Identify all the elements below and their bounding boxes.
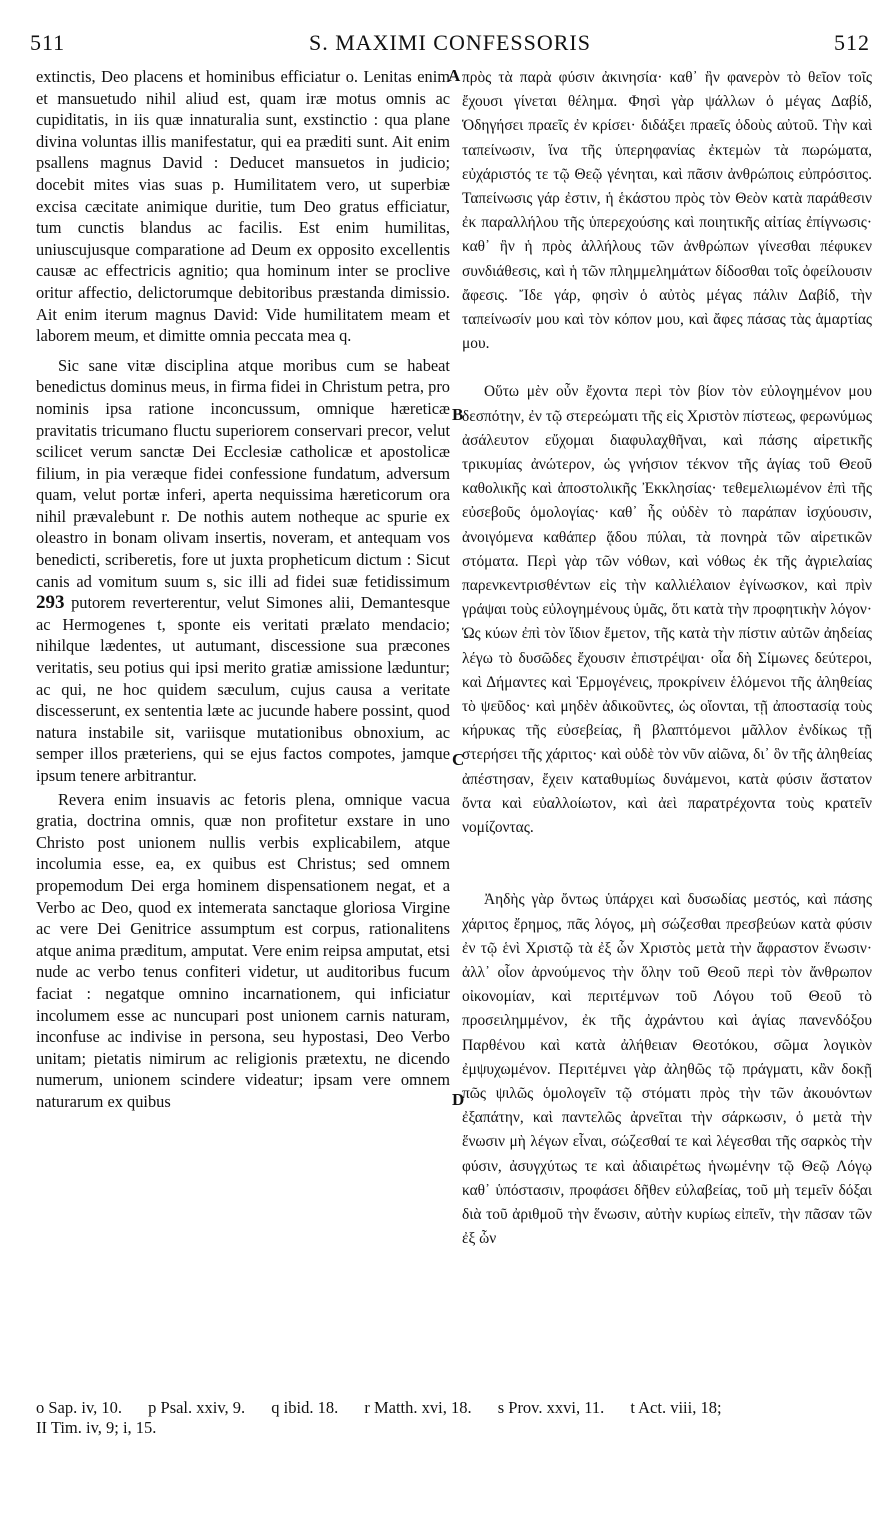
page-header [30, 30, 870, 64]
footnote-o: o Sap. iv, 10. [36, 1398, 123, 1417]
margin-marker-a: A [448, 66, 461, 85]
footnote-t: t Act. viii, 18; [630, 1398, 722, 1417]
footnote-q: q ibid. 18. [271, 1398, 339, 1417]
footnotes-line-1 [36, 1398, 866, 1418]
latin-paragraph-2-part-1: Sic sane vitæ disciplina atque moribus cum se habeat benedictus dominus meus, in firma fidei in Christum petra, pro nominis ipsa ratione inconcussum, omnique hæreticæ pravitatis tricumano fluctu superiorem conservari precor, velut scilicet verum sanctæ Dei Ecclesiæ catholicæ et apostolicæ filium, in pia veræque fidei confessione fundatum, adversum quam, velut portæ inferi, aperta nequissima hæreticorum ora nihil prævalebunt r. De nothis autem notheque ac spurie ex oleastro in bonam olivam insertis, noveram, et antequam vos benedicti, scriberetis, fore ut juxta propheticum dictum : Sicut canis ad vomitum suum s, sic illi ad fidei suæ fetidissimum [36, 355, 450, 591]
footnotes [36, 1398, 866, 1438]
latin-paragraph-3: Revera enim insuavis ac fetoris plena, omnique vacua gratia, doctrina omnis, quæ non profitetur exstare in uno Christo post unionem nullis verbis explicabilem, atque incolumia esse, ea, ex quibus est Christus; sed omnem propemodum Dei erga hominem dispensationem negat, et a Verbo ac Deo, quod ex intemerata sanctaque gloriosa Virgine ac vere Dei Genitrice assumptum est corpus, rationalitens atque anima præditum, amputat. Vere enim reipsa amputat, etsi nude ac verbo tenus confiteri videtur, ut auditoribus fucum faciat : negatque omnino incarnationem, qui inficiatur incolumem esse ac nuncupari post unionem carnis naturam, inconfuse ac indivise in persona, seu hypostasi, Deo Verbo unitam; pietatis nimirum ac religionis prætextu, ne dicendo numerum, unionem scindere videatur; ipsam vere omnem naturarum ex quibus [36, 789, 450, 1111]
greek-paragraph-2: Οὕτω μὲν οὖν ἔχοντα περὶ τὸν βίον τὸν εὐλογημένον μου δεσπότην, ἐν τῷ στερεώματι τῆς εἰς Χριστὸν πίστεως, φερωνύμως ἀσάλευτον εὔχομαι διαφυλαχθῆναι, καὶ πάσης αἱρετικῆς τρικυμίας ἀνώτερον, ὡς γνήσιον τέκνον τῆς ἁγίας τοῦ Θεοῦ καθολικῆς καὶ ἀποστολικῆς Ἐκκλησίας· τεθεμελιωμένον ἐπὶ τῆς εὐσεβοῦς ὁμολογίας· καθ᾿ ἧς οὐδὲν τὸ παράπαν ἰσχύουσιν, ἀνοιγόμενα καθάπερ ᾅδου πύλαι, τὰ πονηρὰ τῶν αἱρετικῶν στόματα. Περὶ γὰρ τῶν νόθων, καὶ νόθως ἐκ τῆς ἀγριελαίας παρενκεντρισθέντων εἰς τὴν καλλιέλαιον ἐγίνωσκον, καὶ πρὶν γράψαι τοὺς εὐλογημένους ὑμᾶς, ὅτι κατὰ τὴν προφητικὴν λόγον· Ὡς κύων ἐπὶ τὸν ἴδιον ἔμετον, τῆς κατὰ τὴν πίστιν αὐτῶν ἀηδείας λέγω τὸ δυσῶδες ἔχουσιν ἐπιστρέψαι· οἷα δὴ Σίμωνες δεύτεροι, καὶ Δήμαντες καὶ Ἑρμογένεις, προκρίνειν ἑλόμενοι τῆς ἀληθείας τὸ ψεῦδος· καὶ μηδὲν ἀδικοῦντες, ὡς οἴονται, τῇ ἀποστασίᾳ τοὺς κήρυκας τῆς εὐσεβείας, ἢ βλαπτόμενοι μᾶλλον ἐνδίκως τῇ στερήσει τῆς χάριτος· καὶ οὐδὲ τὸν νῦν αἰῶνα, δι᾿ ὃν τῆς ἀληθείας ἀπέστησαν, ἔχειν καταθυμίως δυνάμενοι, κατὰ φύσιν ἄστατον ὄντα καὶ εὐαλλοίωτον, καὶ ἀεὶ παρατρέχοντα τοὺς κρατεῖν νομίζοντας. [462, 383, 872, 837]
left-page-number: 511 [30, 30, 66, 55]
latin-paragraph-2 [36, 355, 450, 787]
margin-marker-c: C [452, 750, 465, 769]
latin-paragraph-2-part-2: putorem reverterentur, velut Simones alii, Demantesque ac Hermogenes t, sponte eis veritati prælato mendacio; nihilque lædentes, ut autumant, discessione sua præcones veritatis, seu potius qui ipsi merito gratiæ amissione læduntur; ac qui, ne hoc quidem sæculum, cujus causa a veritate discesserunt, ex sententia læte ac jucunde habere possint, quod natura instabile sit, variisque mutationibus obnoxium, ac semper illos præteriens, qui se ejus factos compotes, jamque ipsum tenere arbitrantur. [36, 593, 450, 785]
latin-paragraph-1: extinctis, Deo placens et hominibus efficiatur o. Lenitas enim et mansuetudo nihil aliud est, quam iræ motus omnis ac cupiditatis, in iis quæ innaturalia sunt, exstinctio : qua plane divina voluntas illis manifestatur, qui ea præditi sunt. Ait enim psallens magnus David : Deducet mansuetos in judicio; docebit mites vias suas p. Humilitatem vero, ut superbiæ excisa cæcitate animique duritie, tum Deo gratus efficiatur, tum cunctis blandus ac facilis. Est enim humilitas, uniuscujusque comparatione ad Deum ex opposito excellentis causæ ac effectricis agnitio; qua hominum inter se proclive oritur affectio, delictorumque debitoribus præstanda dimissio. Ait enim iterum magnus David: Vide humilitatem meam et laborem meum, et dimitte omnia peccata mea q. [36, 67, 450, 346]
footnote-s: s Prov. xxvi, 11. [497, 1398, 605, 1417]
column-number: 293 [36, 592, 65, 614]
greek-paragraph-3: Ἀηδὴς γὰρ ὄντως ὑπάρχει καὶ δυσωδίας μεστός, καὶ πάσης χάριτος ἔρημος, πᾶς λόγος, μὴ σώζεσθαι πρεσβεύων κατὰ φύσιν ἐν τῷ ἑνὶ Χριστῷ τὰ ἐξ ὧν Χριστὸς μετὰ τὴν ἄφραστον ἕνωσιν· ἀλλ᾿ οἷον ἀρνούμενος τὴν ὅλην τοῦ Θεοῦ περὶ τὸν ἄνθρωπον οἰκονομίαν, καὶ περιτέμνων τοῦ Λόγου τοῦ Θεοῦ τὸ προσειλημμένον, ἐκ τῆς ἀχράντου καὶ ἁγίας πανενδόξου Παρθένου καὶ κατὰ ἀλήθειαν Θεοτόκου, σῶμα λογικὸν ἐμψυχωμένον. Περιτέμνει γὰρ ἀληθῶς τῷ πράγματι, κἂν δοκῇ πῶς ψιλῶς ὁμολογεῖν τῷ στόματι πρὸς τὴν τῶν ἀκουόντων ἐξαπάτην, καὶ παντελῶς ἀρνεῖται τὴν σάρκωσιν, ὁ μετὰ τὴν ἕνωσιν μὴ λέγων εἶναι, σώζεσθαί τε καὶ λέγεσθαι τῆς σαρκὸς τὴν φύσιν, ἀσυγχύτως τε καὶ ἀδιαιρέτως ἡνωμένην τῷ Θεῷ Λόγῳ καθ᾿ ὑπόστασιν, προφάσει δῆθεν εὐλαβείας, τοῦ μὴ τεμεῖν δόξαι διὰ τοῦ ἀριθμοῦ τὴν ἕνωσιν, αὐτὴν κυρίως εἰπεῖν, τὴν πᾶσαν τῶν ἐξ ὧν [462, 891, 872, 1248]
latin-column [36, 66, 450, 1113]
margin-marker-b: B [452, 405, 464, 424]
running-title: S. MAXIMI CONFESSORIS [308, 30, 591, 55]
footnote-r: r Matth. xvi, 18. [364, 1398, 472, 1417]
footnote-p: p Psal. xxiv, 9. [148, 1398, 246, 1417]
greek-paragraph-1: πρὸς τὰ παρὰ φύσιν ἀκινησία· καθ᾿ ἣν φανερὸν τὸ θεῖον τοῖς ἔχουσι γίνεται θέλημα. Φησὶ γὰρ ψάλλων ὁ μέγας Δαβίδ, Ὁδηγήσει πραεῖς ἐν κρίσει· διδάξει πραεῖς ὁδοὺς αὐτοῦ. Τὴν καὶ ταπείνωσιν, ἵνα τῆς ὑπερηφανίας ἐκτεμὼν τὰ πωρώματα, εὐχάριστός τε τῷ Θεῷ γένηται, καὶ πᾶσιν ἀνθρώποις εὐπρόσιτος. Ταπείνωσις γάρ ἐστιν, ἡ ἑκάστου πρὸς τὸν Θεὸν κατὰ παράθεσιν ἐκ παραλλήλου τῆς ὑπερεχούσης καὶ ποιητικῆς αἰτίας ἐπίγνωσις· καθ᾿ ἣν ἡ πρὸς ἀλλήλους τῶν ἀνθρώπων γίνεσθαι πέφυκεν συνδιάθεσις, καὶ ἡ τῶν πλημμελημάτων δίδοσθαι τοῖς ὀφείλουσιν ἄφεσις. Ἴδε γάρ, φησὶν ὁ αὐτὸς μέγας πάλιν Δαβίδ, τὴν ταπείνωσίν μου καὶ τὸν κόπον μου, καὶ ἄφες πάσας τὰς ἁμαρτίας μου. [462, 69, 872, 353]
footnotes-line-2: II Tim. iv, 9; i, 15. [36, 1418, 157, 1437]
margin-marker-d: D [452, 1090, 465, 1109]
right-page-number: 512 [834, 30, 870, 55]
greek-column [462, 66, 872, 1251]
